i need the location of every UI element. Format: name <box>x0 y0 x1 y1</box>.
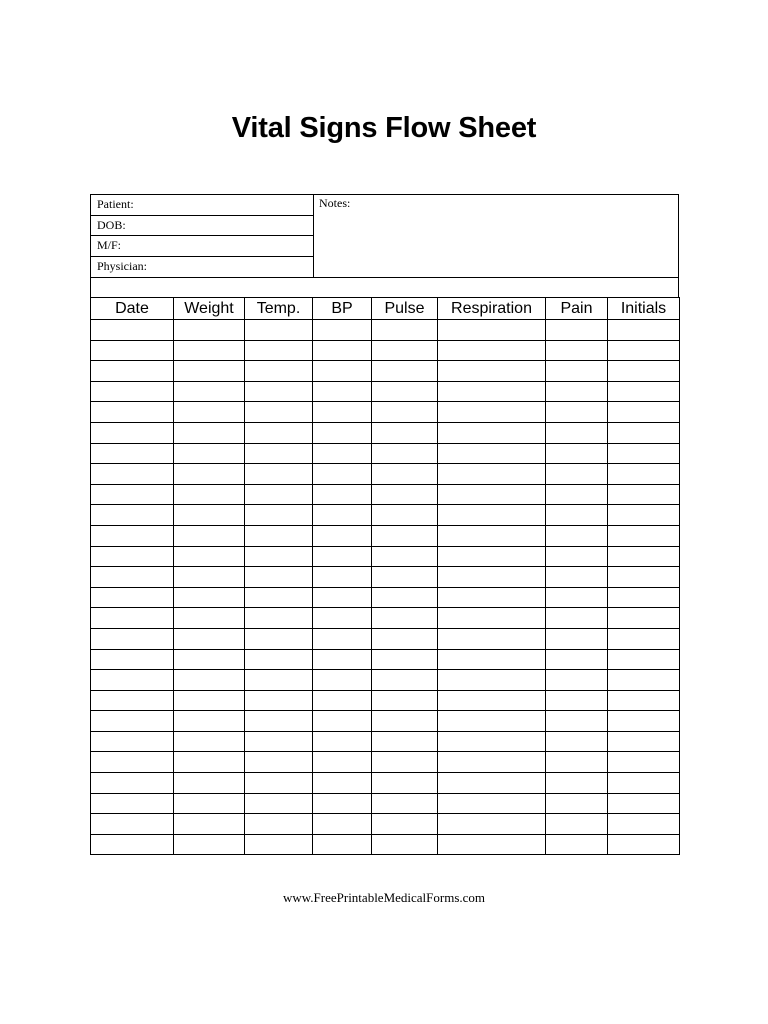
table-cell[interactable] <box>608 525 680 546</box>
table-cell[interactable] <box>91 773 174 794</box>
table-cell[interactable] <box>174 567 245 588</box>
table-cell[interactable] <box>372 567 438 588</box>
table-cell[interactable] <box>91 505 174 526</box>
table-row <box>91 422 680 443</box>
table-cell[interactable] <box>174 340 245 361</box>
table-cell[interactable] <box>608 361 680 382</box>
table-row <box>91 464 680 485</box>
table-cell[interactable] <box>546 567 608 588</box>
table-cell[interactable] <box>372 690 438 711</box>
table-cell[interactable] <box>174 320 245 341</box>
table-cell[interactable] <box>91 752 174 773</box>
table-cell[interactable] <box>245 525 313 546</box>
table-cell[interactable] <box>91 422 174 443</box>
table-cell[interactable] <box>372 731 438 752</box>
table-cell[interactable] <box>245 381 313 402</box>
table-cell[interactable] <box>438 361 546 382</box>
table-cell[interactable] <box>608 814 680 835</box>
table-cell[interactable] <box>174 422 245 443</box>
table-cell[interactable] <box>91 670 174 691</box>
table-cell[interactable] <box>313 649 372 670</box>
footer-url: www.FreePrintableMedicalForms.com <box>282 890 486 905</box>
page-title: Vital Signs Flow Sheet <box>231 112 537 144</box>
table-row <box>91 793 680 814</box>
table-row <box>91 608 680 629</box>
table-row <box>91 731 680 752</box>
table-cell[interactable] <box>438 464 546 485</box>
table-cell[interactable] <box>245 628 313 649</box>
table-cell[interactable] <box>174 443 245 464</box>
table-cell[interactable] <box>608 731 680 752</box>
table-cell[interactable] <box>372 320 438 341</box>
table-cell[interactable] <box>546 814 608 835</box>
column-header-pain: Pain <box>546 298 608 320</box>
table-cell[interactable] <box>372 422 438 443</box>
column-header-bp: BP <box>313 298 372 320</box>
table-cell[interactable] <box>313 690 372 711</box>
table-cell[interactable] <box>313 752 372 773</box>
blank-row-divider <box>90 277 679 298</box>
table-cell[interactable] <box>608 773 680 794</box>
table-cell[interactable] <box>313 402 372 423</box>
table-cell[interactable] <box>313 834 372 855</box>
table-cell[interactable] <box>372 464 438 485</box>
table-cell[interactable] <box>546 402 608 423</box>
table-cell[interactable] <box>372 546 438 567</box>
table-cell[interactable] <box>313 628 372 649</box>
table-cell[interactable] <box>313 381 372 402</box>
vital-signs-table <box>90 297 680 855</box>
table-cell[interactable] <box>438 340 546 361</box>
table-cell[interactable] <box>438 793 546 814</box>
table-cell[interactable] <box>245 793 313 814</box>
table-cell[interactable] <box>438 670 546 691</box>
patient-info-box <box>90 194 679 278</box>
table-cell[interactable] <box>91 814 174 835</box>
table-cell[interactable] <box>174 834 245 855</box>
table-cell[interactable] <box>313 546 372 567</box>
table-cell[interactable] <box>546 628 608 649</box>
table-cell[interactable] <box>174 402 245 423</box>
table-cell[interactable] <box>91 546 174 567</box>
table-cell[interactable] <box>91 649 174 670</box>
table-cell[interactable] <box>372 340 438 361</box>
table-cell[interactable] <box>91 320 174 341</box>
table-cell[interactable] <box>438 402 546 423</box>
table-cell[interactable] <box>438 567 546 588</box>
table-cell[interactable] <box>245 402 313 423</box>
table-cell[interactable] <box>608 670 680 691</box>
table-cell[interactable] <box>608 464 680 485</box>
table-row <box>91 340 680 361</box>
table-cell[interactable] <box>245 361 313 382</box>
table-cell[interactable] <box>546 340 608 361</box>
table-cell[interactable] <box>546 484 608 505</box>
table-row <box>91 484 680 505</box>
table-cell[interactable] <box>546 320 608 341</box>
table-cell[interactable] <box>372 814 438 835</box>
column-header-initials: Initials <box>608 298 680 320</box>
table-cell[interactable] <box>91 402 174 423</box>
table-cell[interactable] <box>91 443 174 464</box>
table-cell[interactable] <box>438 711 546 732</box>
patient-fields <box>91 195 314 277</box>
table-cell[interactable] <box>174 670 245 691</box>
table-cell[interactable] <box>245 464 313 485</box>
table-row <box>91 525 680 546</box>
table-cell[interactable] <box>372 628 438 649</box>
table-cell[interactable] <box>245 814 313 835</box>
table-cell[interactable] <box>91 381 174 402</box>
table-cell[interactable] <box>245 608 313 629</box>
table-cell[interactable] <box>608 422 680 443</box>
table-cell[interactable] <box>438 628 546 649</box>
table-row <box>91 587 680 608</box>
table-cell[interactable] <box>438 381 546 402</box>
table-cell[interactable] <box>245 422 313 443</box>
table-cell[interactable] <box>313 361 372 382</box>
table-cell[interactable] <box>608 628 680 649</box>
table-row <box>91 628 680 649</box>
table-cell[interactable] <box>174 525 245 546</box>
table-header-row <box>91 298 680 320</box>
table-cell[interactable] <box>245 731 313 752</box>
table-cell[interactable] <box>245 505 313 526</box>
table-cell[interactable] <box>608 546 680 567</box>
table-cell[interactable] <box>245 484 313 505</box>
table-cell[interactable] <box>546 361 608 382</box>
table-cell[interactable] <box>245 773 313 794</box>
table-cell[interactable] <box>245 670 313 691</box>
sex-field[interactable]: M/F: <box>91 236 313 257</box>
table-cell[interactable] <box>546 381 608 402</box>
table-cell[interactable] <box>313 731 372 752</box>
table-cell[interactable] <box>438 320 546 341</box>
table-cell[interactable] <box>174 505 245 526</box>
table-cell[interactable] <box>608 484 680 505</box>
table-row <box>91 690 680 711</box>
table-cell[interactable] <box>313 320 372 341</box>
table-cell[interactable] <box>245 340 313 361</box>
table-row <box>91 814 680 835</box>
table-cell[interactable] <box>313 793 372 814</box>
table-cell[interactable] <box>245 320 313 341</box>
table-cell[interactable] <box>174 381 245 402</box>
patient-field[interactable]: Patient: <box>91 195 313 216</box>
table-row <box>91 773 680 794</box>
table-cell[interactable] <box>608 793 680 814</box>
table-cell[interactable] <box>91 464 174 485</box>
table-cell[interactable] <box>313 443 372 464</box>
table-cell[interactable] <box>546 773 608 794</box>
table-cell[interactable] <box>438 443 546 464</box>
table-cell[interactable] <box>372 484 438 505</box>
table-cell[interactable] <box>174 752 245 773</box>
table-cell[interactable] <box>372 402 438 423</box>
table-cell[interactable] <box>546 587 608 608</box>
table-cell[interactable] <box>608 505 680 526</box>
table-cell[interactable] <box>91 793 174 814</box>
table-cell[interactable] <box>372 525 438 546</box>
table-cell[interactable] <box>438 731 546 752</box>
table-cell[interactable] <box>608 587 680 608</box>
table-cell[interactable] <box>313 525 372 546</box>
table-cell[interactable] <box>546 649 608 670</box>
table-cell[interactable] <box>608 402 680 423</box>
table-cell[interactable] <box>245 567 313 588</box>
table-cell[interactable] <box>91 484 174 505</box>
table-cell[interactable] <box>608 320 680 341</box>
table-cell[interactable] <box>313 505 372 526</box>
table-cell[interactable] <box>174 649 245 670</box>
column-header-pulse: Pulse <box>372 298 438 320</box>
table-cell[interactable] <box>608 443 680 464</box>
table-cell[interactable] <box>91 525 174 546</box>
table-cell[interactable] <box>438 690 546 711</box>
table-cell[interactable] <box>174 690 245 711</box>
table-cell[interactable] <box>91 731 174 752</box>
table-row <box>91 567 680 588</box>
table-cell[interactable] <box>546 546 608 567</box>
table-cell[interactable] <box>91 711 174 732</box>
table-cell[interactable] <box>313 484 372 505</box>
table-cell[interactable] <box>608 711 680 732</box>
table-cell[interactable] <box>313 340 372 361</box>
table-cell[interactable] <box>438 752 546 773</box>
table-cell[interactable] <box>372 793 438 814</box>
table-cell[interactable] <box>372 711 438 732</box>
table-cell[interactable] <box>608 752 680 773</box>
table-cell[interactable] <box>245 443 313 464</box>
table-cell[interactable] <box>313 587 372 608</box>
table-cell[interactable] <box>608 340 680 361</box>
table-row <box>91 670 680 691</box>
notes-field[interactable]: Notes: <box>319 196 351 210</box>
table-cell[interactable] <box>174 773 245 794</box>
table-cell[interactable] <box>608 567 680 588</box>
table-cell[interactable] <box>313 567 372 588</box>
table-cell[interactable] <box>438 608 546 629</box>
table-cell[interactable] <box>174 464 245 485</box>
table-row <box>91 834 680 855</box>
table-cell[interactable] <box>438 773 546 794</box>
table-row <box>91 443 680 464</box>
table-body <box>91 320 680 855</box>
table-cell[interactable] <box>91 340 174 361</box>
table-row <box>91 381 680 402</box>
table-cell[interactable] <box>313 608 372 629</box>
table-cell[interactable] <box>372 834 438 855</box>
table-row <box>91 320 680 341</box>
table-cell[interactable] <box>91 628 174 649</box>
table-cell[interactable] <box>174 628 245 649</box>
table-cell[interactable] <box>608 649 680 670</box>
table-cell[interactable] <box>174 814 245 835</box>
dob-field[interactable]: DOB: <box>91 216 313 237</box>
column-header-temp: Temp. <box>245 298 313 320</box>
physician-field[interactable]: Physician: <box>97 258 147 273</box>
table-cell[interactable] <box>174 608 245 629</box>
table-cell[interactable] <box>313 422 372 443</box>
table-cell[interactable] <box>313 464 372 485</box>
table-cell[interactable] <box>608 690 680 711</box>
table-cell[interactable] <box>245 649 313 670</box>
table-cell[interactable] <box>245 752 313 773</box>
table-cell[interactable] <box>438 834 546 855</box>
table-cell[interactable] <box>174 587 245 608</box>
table-cell[interactable] <box>438 505 546 526</box>
table-cell[interactable] <box>372 752 438 773</box>
column-header-date: Date <box>91 298 174 320</box>
table-cell[interactable] <box>245 546 313 567</box>
table-cell[interactable] <box>546 608 608 629</box>
table-cell[interactable] <box>438 649 546 670</box>
table-cell[interactable] <box>313 814 372 835</box>
table-row <box>91 546 680 567</box>
table-cell[interactable] <box>174 361 245 382</box>
table-cell[interactable] <box>546 834 608 855</box>
table-cell[interactable] <box>438 484 546 505</box>
table-row <box>91 361 680 382</box>
table-cell[interactable] <box>372 649 438 670</box>
table-cell[interactable] <box>174 731 245 752</box>
table-cell[interactable] <box>91 587 174 608</box>
table-cell[interactable] <box>438 546 546 567</box>
table-cell[interactable] <box>546 670 608 691</box>
table-cell[interactable] <box>245 711 313 732</box>
table-cell[interactable] <box>91 567 174 588</box>
table-cell[interactable] <box>438 525 546 546</box>
table-cell[interactable] <box>313 773 372 794</box>
table-cell[interactable] <box>546 525 608 546</box>
table-cell[interactable] <box>174 546 245 567</box>
table-row <box>91 402 680 423</box>
table-cell[interactable] <box>608 381 680 402</box>
table-cell[interactable] <box>245 587 313 608</box>
table-cell[interactable] <box>546 690 608 711</box>
table-cell[interactable] <box>546 793 608 814</box>
table-row <box>91 711 680 732</box>
table-cell[interactable] <box>546 711 608 732</box>
table-cell[interactable] <box>372 587 438 608</box>
table-cell[interactable] <box>91 608 174 629</box>
table-cell[interactable] <box>91 690 174 711</box>
table-cell[interactable] <box>438 422 546 443</box>
table-cell[interactable] <box>174 793 245 814</box>
table-cell[interactable] <box>372 443 438 464</box>
table-cell[interactable] <box>438 814 546 835</box>
table-cell[interactable] <box>438 587 546 608</box>
table-cell[interactable] <box>245 834 313 855</box>
table-row <box>91 752 680 773</box>
table-cell[interactable] <box>313 711 372 732</box>
table-cell[interactable] <box>372 670 438 691</box>
table-cell[interactable] <box>546 752 608 773</box>
table-cell[interactable] <box>174 711 245 732</box>
table-cell[interactable] <box>372 773 438 794</box>
table-cell[interactable] <box>546 731 608 752</box>
table-cell[interactable] <box>372 361 438 382</box>
table-cell[interactable] <box>91 834 174 855</box>
table-row <box>91 505 680 526</box>
table-cell[interactable] <box>313 670 372 691</box>
table-cell[interactable] <box>546 505 608 526</box>
table-cell[interactable] <box>546 443 608 464</box>
table-cell[interactable] <box>372 381 438 402</box>
table-cell[interactable] <box>608 608 680 629</box>
table-cell[interactable] <box>608 834 680 855</box>
table-cell[interactable] <box>546 422 608 443</box>
column-header-weight: Weight <box>174 298 245 320</box>
table-cell[interactable] <box>91 361 174 382</box>
table-cell[interactable] <box>546 464 608 485</box>
table-cell[interactable] <box>372 505 438 526</box>
table-cell[interactable] <box>372 608 438 629</box>
table-cell[interactable] <box>174 484 245 505</box>
table-row <box>91 649 680 670</box>
column-header-respiration: Respiration <box>438 298 546 320</box>
table-cell[interactable] <box>245 690 313 711</box>
